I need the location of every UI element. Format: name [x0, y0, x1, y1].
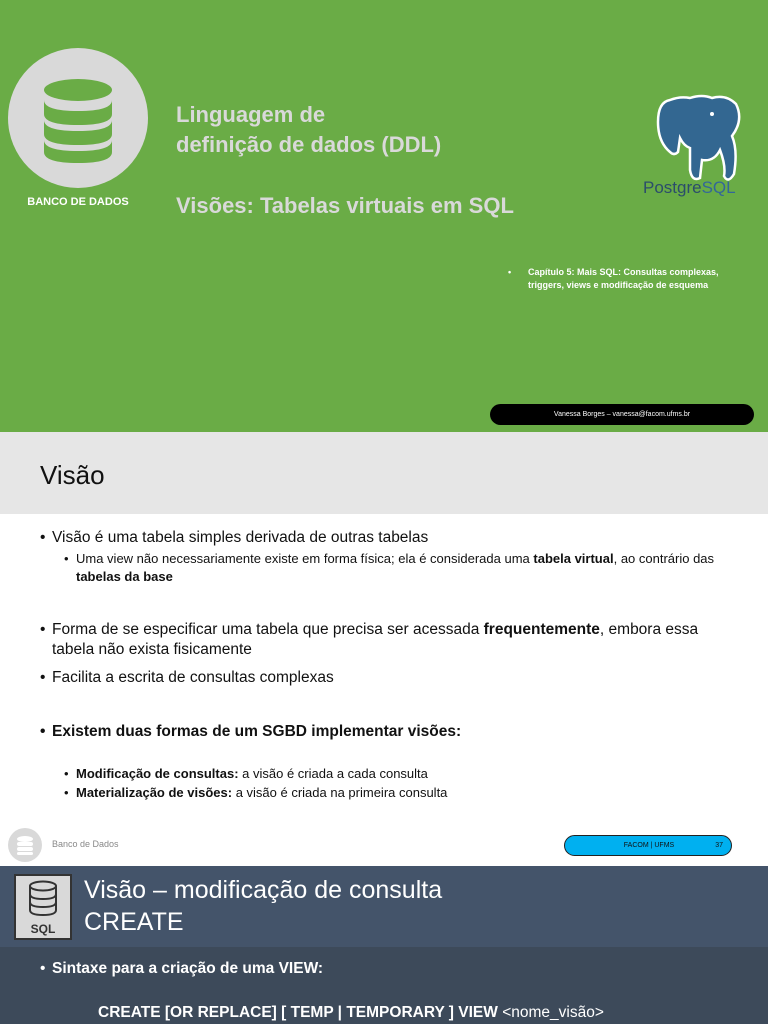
database-icon [8, 48, 148, 188]
logo-label: BANCO DE DADOS [27, 196, 129, 208]
title-line-2: CREATE [84, 908, 184, 936]
slide-title [84, 874, 442, 938]
title-line-2: definição de dados (DDL) [176, 132, 442, 157]
title-line-1: Visão – modificação de consulta [84, 876, 443, 904]
author-badge: Vanessa Borges – vanessa@facom.ufms.br [490, 404, 754, 425]
database-logo [8, 48, 148, 188]
bullet-1: • Visão é uma tabela simples derivada de outras tabelas [40, 529, 429, 546]
bullet-2: • Forma de se especificar uma tabela que precisa ser acessada frequentemente, embora essa tabela não exista fisicamente [40, 621, 699, 658]
sub-bullet-4b: • Materialização de visões: a visão é criada na primeira consulta [64, 785, 448, 800]
slide-title: Visão [40, 460, 105, 490]
sub-bullet-1: • Uma view não necessariamente existe em forma física; ela é considerada uma tabela virtual, ao contrário das tabelas da base [64, 551, 715, 584]
facom-label: FACOM | UFMS [623, 842, 675, 849]
bullet-mark: • [40, 960, 46, 977]
slide-header [0, 432, 768, 514]
reference-bullet: • Capítulo 5: Mais SQL: Consultas complexas, triggers, views e modificação de esquema [508, 267, 719, 290]
sub-bullet-4a: • Modificação de consultas: a visão é criada a cada consulta [64, 766, 428, 781]
footer-label: Banco de Dados [52, 839, 119, 849]
content-slide [0, 432, 768, 866]
slide-title [176, 100, 441, 160]
sql-database-icon: SQL [14, 874, 72, 940]
page-number: 37 [715, 842, 723, 849]
next-slide [0, 866, 768, 1024]
title-slide [0, 0, 768, 432]
postgresql-wordmark: PostgreSQL [643, 178, 736, 197]
title-line-1: Linguagem de [176, 102, 326, 127]
bullet-1: Sintaxe para a criação de uma VIEW: [52, 960, 324, 977]
bullet-4: • Existem duas formas de um SGBD implementar visões: [40, 723, 462, 740]
create-view-syntax: CREATE [OR REPLACE] [ TEMP | TEMPORARY ] VIEW <nome_visão> [98, 1004, 604, 1021]
bullet-3: • Facilita a escrita de consultas complexas [40, 669, 334, 686]
slide-subtitle: Visões: Tabelas virtuais em SQL [176, 193, 514, 218]
footer-database-icon [8, 828, 42, 862]
page-badge [564, 835, 732, 856]
